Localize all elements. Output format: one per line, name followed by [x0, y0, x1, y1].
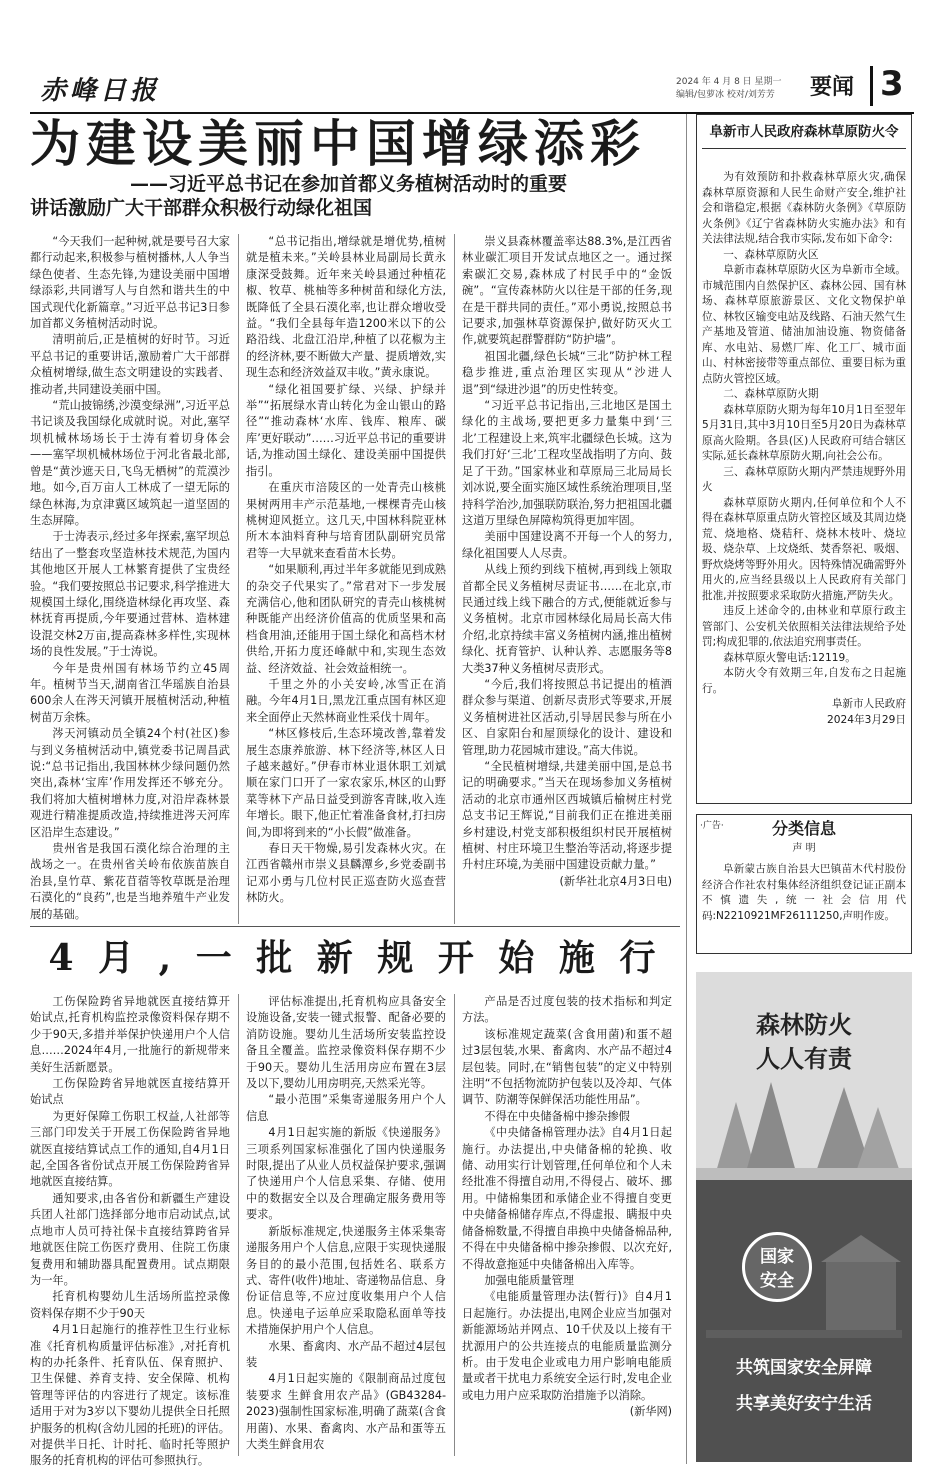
paragraph: 祖国北疆,绿色长城“三北”防护林工程稳步推进,重点治理区实现从“沙进人退”到“绿进沙退”的历史性转变。 — [462, 349, 672, 396]
paragraph: 本防火令有效期三年,自发布之日起施行。 — [702, 667, 906, 695]
newspaper-masthead: 赤峰日报 — [40, 76, 161, 106]
article2-column-3 — [462, 994, 672, 1421]
security-slogan — [696, 1350, 912, 1422]
paragraph: 4月1日起实施的新版《快递服务》三项系列国家标准强化了国内快递服务时限,提出了从业人员权益保护要求,强调了快递用户个人信息采集、存储、使用中的数据安全以及合理确定服务费用等要求。 — [246, 1126, 446, 1222]
paragraph: 森林草原防火期为每年10月1日至翌年5月31日,其中3月10日至5月20日为森林草原高火险期。各县(区)人民政府可结合辖区实际,延长森林草原防火期,向社会公布。 — [702, 403, 906, 462]
ordinance-date: 2024年3月29日 — [827, 713, 906, 726]
paragraph: 新版标准规定,快递服务主体采集寄递服务用户个人信息,应限于实现快递服务目的的最小范围,包括姓名、联系方式、寄件(收件)地址、寄递物品信息、身份证信息等,不应过度收集用户个人信息。快递电子运单应采取隐私面单等技术措施保护用户个人信息。 — [246, 1224, 446, 1337]
forest-illustration — [696, 972, 912, 1182]
badge-line1: 国家 — [760, 1247, 794, 1267]
paragraph: 通知要求,由各省份和新疆生产建设兵团人社部门选择部分地市启动试点,试点地市人员可持社保卡直接结算跨省异地就医住院工伤医疗费用、住院工伤康复费用和辅助器具配置费用。试点期限为一年。 — [30, 1191, 230, 1287]
issue-meta — [676, 76, 806, 102]
ordinance-heading: 二、森林草原防火期 — [723, 388, 819, 400]
article1-subhead-line1: ——习近平总书记在参加首都义务植树活动时的重要 — [130, 173, 568, 195]
paragraph: “全民植树增绿,共建美丽中国,是总书记的明确要求。”当天在现场参加义务植树活动的北京市通州区西城镇后榆树庄村党总支书记王辉说,“目前我们正在推进美丽乡村建设,村党支部积极组织村民开展植树植树、村庄环境卫生整治等活动,将逐步提升村庄环境,为美丽中国建设贡献力量。” — [462, 760, 672, 872]
paragraph: “今后,我们将按照总书记提出的植酒群众参与渠道、创新尽责形式等要求,开展义务植树进社区活动,引导居民参与所在小区、自家阳台和屋顶绿化的设计、建设和管理,助力花园城市建设。”高大伟说。 — [462, 677, 672, 757]
paragraph: 工伤保险跨省异地就医直接结算开始试点,托育机构监控录像资料保存期不少于90天,多措并举保护快递用户个人信息……2024年4月,一批施行的新规带来美好生活新愿景。 — [30, 995, 230, 1074]
paragraph: “绿化祖国要扩绿、兴绿、护绿并举”“拓展绿水青山转化为金山银山的路径”“推动森林‘水库、钱库、粮库、碳库’更好联动”……习近平总书记的重要讲话,为推动国土绿化、建设美丽中国提供指引。 — [246, 382, 446, 478]
paragraph: 为有效预防和扑救森林草原火灾,确保森林草原资源和人民生命财产安全,维护社会和谐稳定,根据《森林防火条例》《草原防火条例》《辽宁省森林防火实施办法》和有关法律法规,结合我市实际,发布如下命令: — [702, 171, 906, 245]
paragraph: “荒山披锦绣,沙漠变绿洲”,习近平总书记谈及我国绿化成就时说。对此,塞罕坝机械林场场长于士涛有着切身体会——塞罕坝机械林场位于河北省最北部,曾是“黄沙遮天日,飞鸟无栖树”的荒漠沙地。如今,百万亩人工林成了一望无际的绿色林海,为京津冀区域筑起一道坚固的生态屏障。 — [30, 399, 230, 527]
paragraph: 森林草原火警电话:12119。 — [723, 651, 856, 664]
ordinance-issuer: 阜新市人民政府 — [831, 698, 906, 710]
paragraph: 《电能质量管理办法(暂行)》自4月1日起施行。办法提出,电网企业应当加强对新能源场站并网点、10千伏及以上接有干扰源用户的公共连接点的电能质量监测分析。由于发电企业或电力用户影响电能质量或者干扰电力系统安全运行时,发电企业或电力用户应采取防治措施予以消除。 — [462, 1290, 672, 1402]
paragraph: 从线上预约到线下植树,再到线上领取首都全民义务植树尽责证书……在北京,市民通过线上线下融合的方式,便能就近参与义务植树。北京市园林绿化局局长高大伟介绍,北京持续丰富义务植树内涵,推出植树绿化、抚育管护、认种认养、志愿服务等8大类37种义务植树尽责形式。 — [462, 563, 672, 675]
paragraph: 4月1日起施行的推荐性卫生行业标准《托育机构质量评估标准》,对托育机构的办托条件、托育队伍、保育照护、卫生保健、养育支持、安全保障、机构管理等评估的内容进行了规定。该标准适用于对为3岁以下婴幼儿提供全日托照护服务的机构(含幼儿园的托班)的评估。对提供半日托、计时托、临时托等照护服务的托育机构的评估可参照执行。 — [30, 1323, 230, 1468]
subheading: 工伤保险跨省异地就医直接结算开始试点 — [30, 1077, 230, 1107]
paragraph: 贵州省是我国石漠化综合治理的主战场之一。在贵州省关岭布依族苗族自治县,皇竹草、紫花苜蓿等牧草既是治理石漠化的“良药”,也是当地养殖牛产业发展的基础。 — [30, 842, 230, 921]
paragraph: 今年是贵州国有林场节约立45周年。植树节当天,湖南省江华瑶族自治县600余人在涔天河镇开展植树活动,种植树苗万余株。 — [30, 661, 230, 724]
security-slogan-line1: 共筑国家安全屏障 — [736, 1358, 872, 1378]
article1-column-3 — [462, 234, 672, 890]
article-divider — [30, 926, 680, 927]
ordinance-text — [702, 170, 906, 728]
paragraph: 春日天干物燥,易引发森林火灾。在江西省赣州市崇义县麟潭乡,乡党委副书记邓小勇与几位村民正巡查防火巡查营林防火。 — [246, 842, 446, 905]
article1-headline: 为建设美丽中国增绿添彩 — [30, 114, 646, 173]
national-security-badge — [742, 1232, 812, 1302]
paragraph: 阜新市森林草原防火区为阜新市全域。市城范围内自然保护区、森林公园、国有林场、森林草原旅游景区、文化文物保护单位、林牧区输变电站及线路、石油天然气生产基地及管道、储油加油设施、物资储备库、水电站、易燃厂库、化工厂、城市面山、村林密接带等重点部位、重要目标为重点防火管控区域。 — [702, 264, 906, 385]
issue-date: 2024 年 4 月 8 日 星期一 — [676, 77, 782, 87]
paragraph: “习近平总书记指出,三北地区是国土绿化的主战场,要把更多力量集中到‘三北’工程建设上来,筑牢北疆绿色长城。这为我们打好‘三北’工程攻坚战指明了方向、鼓足了干劲。”国家林业和草原局三北局局长刘冰说,要全面实施区域性系统治理项目,坚持科学治沙,加强联防联治,努力把祖国北疆这道万里绿色屏障构筑得更加牢固。 — [462, 399, 672, 527]
sidebar-rule — [686, 114, 687, 1464]
classified-title: 分类信息 — [771, 819, 836, 838]
column-rule — [238, 234, 239, 924]
fire-slogan-line2: 人人有责 — [756, 1044, 852, 1073]
paragraph: 在重庆市涪陵区的一处青壳山核桃果树两用丰产示范基地,一棵棵青壳山核桃树迎风挺立。这几天,中国林科院亚林所木本油料育种与培育团队副研究员常君等一大早就来查看苗木长势。 — [246, 481, 446, 560]
article1-column-2 — [246, 234, 446, 907]
article1-source: (新华社北京4月3日电) — [559, 874, 672, 888]
page-number: 3 — [880, 64, 904, 104]
classified-text — [702, 862, 906, 924]
paragraph: 《中央储备棉管理办法》自4月1日起施行。办法提出,中央储备棉的轮换、收储、动用实行计划管理,任何单位和个人未经批准不得擅自动用,不得侵占、破坏、挪用。中储棉集团和承储企业不得擅自变更中央储备棉储存库点,不得虚报、瞒报中央储备棉数量,不得擅自串换中央储备棉品种,不得在中央储备棉中掺杂掺假、以次充好,不得故意拖延中央储备棉出入库等。 — [462, 1126, 672, 1271]
badge-line2: 安全 — [760, 1271, 794, 1291]
paragraph: 于士涛表示,经过多年探索,塞罕坝总结出了一整套攻坚造林技术规范,为国内其他地区开展人工林繁育提供了宝贵经验。“我们要按照总书记要求,科学推进大规模国土绿化,围绕造林绿化再攻坚、森林抚育再提质,今年要通过营林、造林建设混交林2万亩,提高森林多样性,实现林场的良性发展。”于士涛说。 — [30, 530, 230, 659]
subheading: 加强电能质量管理 — [484, 1273, 574, 1287]
article1-column-1 — [30, 234, 230, 923]
paragraph: 评估标准提出,托育机构应具备安全设施设备,安装一键式报警、配备必要的消防设施。婴幼儿生活场所安装监控设备且全覆盖。监控录像资料保存期不少于90天。婴幼儿生活用房应布置在3层及以下,婴幼儿用房明亮,天然采光等。 — [246, 995, 446, 1091]
paragraph: 美丽中国建设离不开每一个人的努力,绿化祖国要人人尽责。 — [462, 530, 672, 560]
paragraph: 产品是否过度包装的技术指标和判定方法。 — [462, 995, 672, 1025]
subheading: 不得在中央储备棉中掺杂掺假 — [484, 1109, 630, 1123]
classified-subtitle: 声 明 — [792, 843, 816, 854]
paragraph: 清明前后,正是植树的好时节。习近平总书记的重要讲话,激励着广大干部群众植树增绿,做生态文明建设的实践者、推动者,共同建设美丽中国。 — [30, 333, 230, 396]
paragraph: “总书记指出,增绿就是增优势,植树就是植未来。”关岭县林业局副局长黄永康深受鼓舞。近年来关岭县通过种植花椒、牧草、桃柚等多种树苗和绿化方法,既降低了全县石漠化率,也让群众增收受益。“我们全县每年造1200米以下的公路沿线、北盘江沿岸,种植了以花椒为主的经济林,要不断做大产量、提质增效,实现生态和经济效益双丰收。”黄永康说。 — [246, 235, 446, 380]
paragraph: “林区修枝后,生态环境改善,靠着发展生态康养旅游、林下经济等,林区人日子越来越好。”伊春市林业退休职工刘斌顺在家门口开了一家农家乐,林区的山野菜等林下产品日益受到游客青睐,收入连年增长。眼下,他正忙着准备食材,打扫房间,为即将到来的“小长假”做准备。 — [246, 727, 446, 839]
article1-subhead-line2: 讲话激励广大干部群众积极行动绿化祖国 — [30, 197, 373, 219]
header-divider — [870, 66, 873, 106]
section-name: 要闻 — [810, 75, 855, 100]
paragraph: “如果顺利,再过半年多就能见到成熟的杂交子代果实了。”常君对下一步发展充满信心,他和团队研究的青壳山核桃树种既能产出经济价值高的优质坚果和高档食用油,还能用于国土绿化和高档木材供给,开拓力度还峰献中和,实现生态效益、经济效益、社会效益相统一。 — [246, 563, 446, 675]
column-rule — [454, 234, 455, 924]
paragraph: 该标准规定蔬菜(含食用菌)和蛋不超过3层包装,水果、畜禽肉、水产品不超过4层包装。同时,在“销售包装”的定义中特别注明“不包括物流防护包装以及冷却、气体调节、防潮等保鲜保活功能性用品”。 — [462, 1027, 672, 1107]
column-rule — [454, 994, 455, 1456]
paragraph: 涔天河镇动员全镇24个村(社区)参与到义务植树活动中,镇党委书记周昌武说:“总书记指出,我国林林少绿问题仍然突出,森林‘宝库’作用发挥还不够充分。我们将加大植树增林力度,对沿岸森林景观进行精准提质改造,持续推进涔天河库区沿岸生态建设。” — [30, 727, 230, 839]
paragraph: 崇义县森林覆盖率达88.3%,是江西省林业碳汇项目开发试点地区之一。通过探索碳汇交易,森林成了村民手中的“金饭碗”。“宣传森林防火以往是干部的任务,现在是干群共同的责任。”邓小勇说,按照总书记要求,加强林草资源保护,做好防灭火工作,就要筑起群警群防“防护墙”。 — [462, 235, 672, 347]
subheading: 托育机构婴幼儿生活场所监控录像资料保存期不少于90天 — [30, 1290, 230, 1320]
subheading: 水果、畜禽肉、水产品不超过4层包装 — [246, 1339, 446, 1369]
ad-tag: ·广告· — [700, 821, 724, 831]
fire-poster-slogan — [696, 1008, 912, 1076]
article2-source: (新华网) — [629, 1405, 672, 1419]
paragraph: “今天我们一起种树,就是要号召大家都行动起来,积极参与植树播林,人人争当绿色使者、生态先锋,为建设美丽中国增绿添彩,共同谱写人与自然和谐共生的中国式现代化新篇章。”习近平总书记3日参加首都义务植树活动时说。 — [30, 235, 230, 331]
ordinance-title: 阜新市人民政府森林草原防火令 — [702, 120, 906, 149]
paragraph: 为更好保障工伤职工权益,人社部等三部门印发关于开展工伤保险跨省异地就医直接结算试点工作的通知,自4月1日起,全国各省份试点开展工伤保险跨省异地就医直接结算。 — [30, 1109, 230, 1189]
issue-editors: 编辑/包萝冰 校对/刘芳芳 — [676, 90, 775, 100]
fire-slogan-line1: 森林防火 — [756, 1010, 852, 1039]
column-rule — [238, 994, 239, 1456]
article2-headline: 4 月 , 一 批 新 规 开 始 施 行 — [48, 937, 662, 979]
paragraph: 违反上述命令的,由林业和草原行政主管部门、公安机关依照相关法律法规给予处罚;构成犯罪的,依法追究刑事责任。 — [702, 605, 906, 648]
paragraph: 森林草原防火期内,任何单位和个人不得在森林草原重点防火管控区域及其周边烧荒、烧地格、烧秸秆、烧林木枝叶、烧垃圾、烧杂草、上坟烧纸、焚香祭祀、吸烟、野炊烧烤等野外用火。因特殊情况确需野外用火的,应当经县级以上人民政府有关部门批准,并按照要求采取防火措施,严防失火。 — [702, 496, 906, 602]
ordinance-heading: 一、森林草原防火区 — [723, 248, 819, 261]
paragraph: 4月1日起实施的《限制商品过度包装要求 生鲜食用农产品》(GB43284-2023)强制性国家标准,明确了蔬菜(含食用菌)、水果、畜禽肉、水产品和蛋等五大类生鲜食用农 — [246, 1372, 446, 1451]
article2-column-2 — [246, 994, 446, 1453]
article2-column-1 — [30, 994, 230, 1470]
security-slogan-line2: 共享美好安宁生活 — [736, 1394, 872, 1414]
subheading: “最小范围”采集寄递服务用户个人信息 — [246, 1093, 446, 1123]
article1-subhead — [30, 172, 680, 220]
paragraph: 阜新蒙古族自治县大巴镇苗木代村股份经济合作社农村集体经济组织登记证正副本不慎遗失,统一社会信用代码:N2210921MF26111250,声明作废。 — [702, 863, 906, 922]
ordinance-heading: 三、森林草原防火期内严禁违规野外用火 — [702, 465, 906, 493]
paragraph: 千里之外的小关安岭,冰雪正在消融。今年4月1日,黑龙江重点国有林区迎来全面停止天然林商业性采伐十周年。 — [246, 677, 446, 724]
